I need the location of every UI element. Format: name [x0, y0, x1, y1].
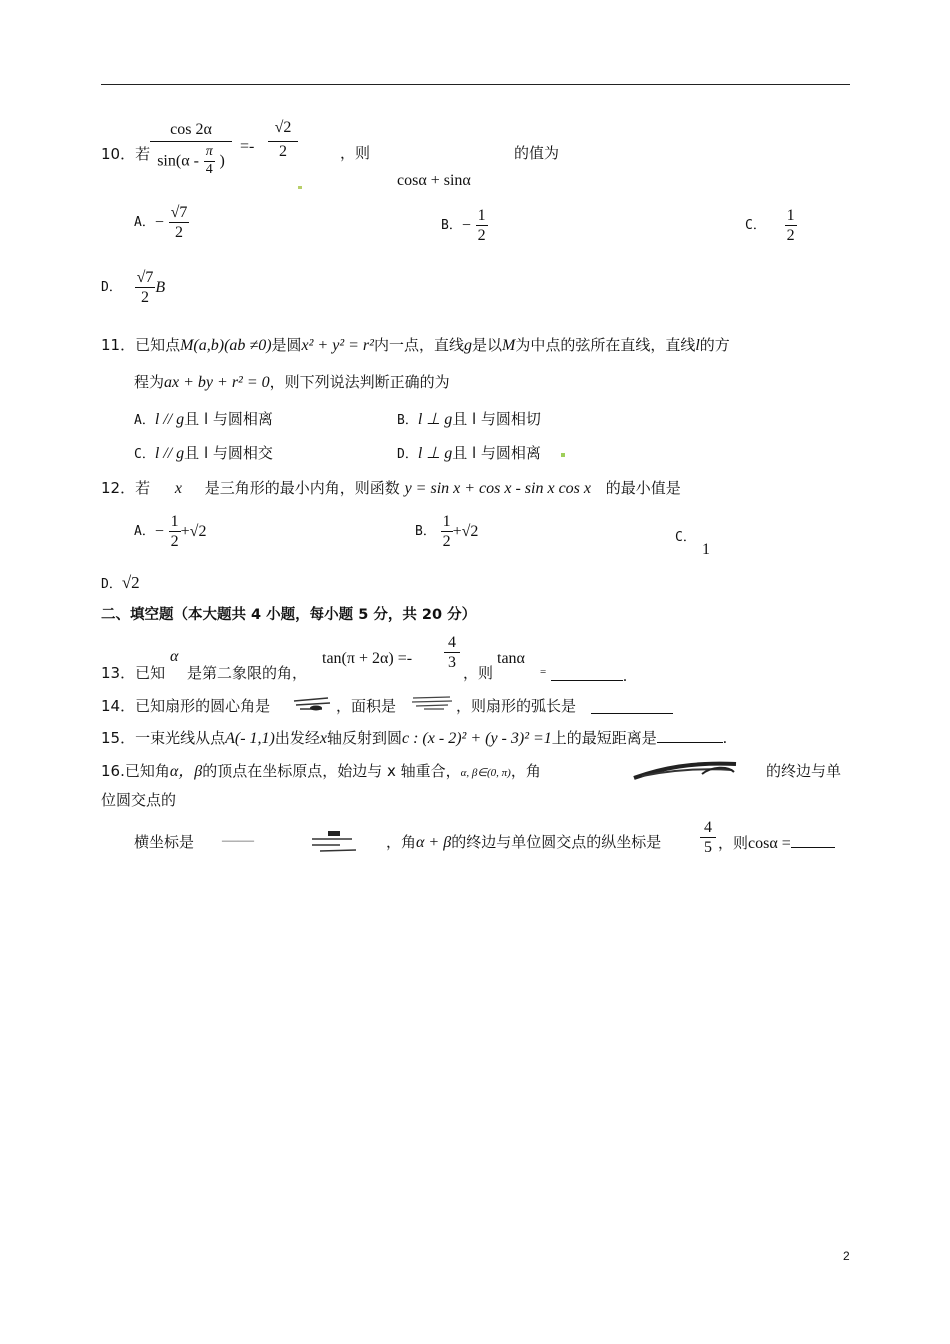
q11-option-d: [397, 444, 541, 463]
q10-four: 4: [204, 161, 215, 179]
q16-range: α, β∈(0, π): [460, 767, 511, 779]
option-sign: −: [154, 523, 164, 541]
option-label: A．: [134, 214, 155, 230]
section-2-title: 二、填空题（本大题共 4 小题，每小题 5 分，共 20 分）: [101, 607, 477, 623]
option-tail: +√2: [452, 523, 479, 541]
option-label: C．: [675, 530, 696, 545]
q16-text-a: 16.已知角: [101, 762, 170, 780]
garbled-formula-image: [292, 695, 332, 713]
answer-blank[interactable]: [657, 728, 723, 743]
q12-stem: [101, 479, 681, 498]
q11-text-f: 的方: [699, 336, 730, 354]
q14-text-c: ，则扇形的弧长是: [456, 697, 577, 715]
q15-text-a: 15．一束光线从点: [101, 729, 226, 747]
q16-sum: α + β: [416, 834, 452, 851]
q10-option-a: [134, 203, 189, 242]
q12-option-c-value: 1: [702, 541, 710, 558]
fraction-top: 1: [786, 207, 795, 224]
answer-blank[interactable]: [791, 833, 835, 848]
q12-option-d: [101, 573, 140, 593]
option-fraction: [476, 206, 488, 245]
q11-text-a: 11．已知点: [101, 336, 181, 354]
fraction-top: 4: [448, 634, 456, 651]
q12-x: x: [174, 480, 182, 497]
q12-option-b: [415, 512, 478, 551]
q11-option-c: [134, 444, 273, 463]
fraction-bottom: 2: [442, 533, 451, 551]
q12-option-c: [675, 527, 696, 546]
fraction-bottom: 2: [786, 227, 795, 245]
q15-end: .: [722, 730, 727, 747]
q11-point: M(a,b)(ab ≠0): [180, 337, 272, 354]
q16-dash: ——: [222, 832, 254, 849]
q11-text-d: 是以: [471, 336, 502, 354]
q10-den-close: ): [219, 152, 225, 170]
fraction-bottom: 2: [169, 222, 190, 242]
q16-text-d: 的终边与单: [766, 762, 842, 780]
q16-fraction: [700, 818, 716, 857]
q16-line-2: 位圆交点的: [101, 791, 177, 809]
garbled-formula-image: [632, 760, 740, 782]
option-fraction: [785, 206, 797, 245]
scan-dot: [561, 453, 565, 457]
q16-text-line3-a: 横坐标是: [134, 833, 195, 851]
option-fraction: [441, 512, 453, 551]
q11-l: l: [695, 337, 700, 354]
q10-pi: π: [205, 144, 213, 160]
q10-option-c: [745, 206, 797, 245]
q10-rhs-fraction: [268, 118, 298, 161]
q11-text-c: 内一点，直线: [373, 336, 464, 354]
q13-eq: =: [540, 666, 547, 678]
q11-g: g: [463, 337, 472, 354]
q11-text-e: 为中点的弦所在直线，直线: [515, 336, 696, 354]
q10-option-d: [101, 268, 165, 307]
q11-line-eq: ax + by + r² = 0: [164, 374, 270, 391]
option-label: D．: [101, 279, 122, 295]
answer-blank[interactable]: [591, 699, 673, 714]
option-text: 且 l 与圆相切: [452, 410, 541, 428]
q15-x: x: [319, 730, 327, 747]
q10-denominator: [150, 141, 232, 179]
q11-line-2: [134, 373, 450, 392]
q16-text-line3-c: 的终边与单位圆交点的纵坐标是: [451, 833, 662, 851]
option-label: C．: [134, 447, 155, 462]
q11-option-a: [134, 410, 273, 429]
q11-option-b: [397, 410, 541, 429]
q16-text-line3-b: ，角: [386, 833, 417, 851]
fraction-top: 1: [442, 513, 451, 530]
option-fraction: [169, 203, 190, 242]
option-sign: −: [154, 214, 164, 232]
q12-text-c: 的最小值是: [605, 479, 681, 497]
q14-text-a: 14．已知扇形的圆心角是: [101, 697, 271, 715]
q16-cos: cosα =: [748, 835, 791, 852]
q10-pi-over-4: [204, 144, 215, 179]
garbled-formula-image: [310, 829, 358, 855]
q10-option-b: [441, 206, 488, 245]
option-relation: l // g: [154, 411, 185, 428]
option-sign: −: [461, 217, 471, 235]
q11-text-h: ，则下列说法判断正确的为: [269, 373, 450, 391]
q13-expr: tan(π + 2α) =-: [322, 650, 413, 667]
q15-text-b: 出发经: [274, 729, 320, 747]
q12-function: y = sin x + cos x - sin x cos x: [404, 480, 591, 497]
q13-period: .: [623, 668, 627, 685]
option-label: D．: [397, 447, 418, 462]
q16-text-line3-d: ，则: [718, 834, 749, 852]
q11-M: M: [501, 337, 516, 354]
q16-text-c: ，角: [510, 762, 541, 780]
q10-rhs-top: √2: [274, 119, 292, 136]
option-label: A．: [134, 413, 155, 428]
q13-text-a: 13．已知: [101, 664, 166, 682]
option-text: 且 l 与圆相交: [184, 444, 273, 462]
fraction-bottom: 2: [477, 227, 486, 245]
header-rule: [101, 84, 850, 85]
q10-main-fraction: [150, 120, 232, 179]
answer-blank[interactable]: [551, 666, 623, 681]
option-relation: l ⊥ g: [417, 411, 453, 428]
fraction-top: 1: [170, 513, 179, 530]
option-label: A．: [134, 523, 155, 539]
q10-den-text: sin(α -: [157, 152, 199, 170]
option-relation: l // g: [154, 445, 185, 462]
option-text: 且 l 与圆相离: [452, 444, 541, 462]
option-label: D．: [101, 577, 122, 592]
option-tail: +√2: [180, 523, 207, 541]
q13-text-b: 是第二象限的角，: [187, 664, 308, 682]
option-text: 且 l 与圆相离: [184, 410, 273, 428]
q11-text-g: 程为: [134, 373, 165, 391]
option-label: B．: [415, 523, 436, 539]
q15-point: A(- 1,1): [225, 730, 275, 747]
q16-text-b: 的顶点在坐标原点，始边与 x 轴重合，: [202, 762, 461, 780]
q10-then: ，则: [340, 144, 371, 162]
fraction-bottom: 2: [170, 533, 179, 551]
q14-text-b: ，面积是: [336, 697, 397, 715]
q10-equals: =-: [240, 138, 255, 155]
fraction-top: 4: [704, 819, 712, 836]
fraction-bottom: 5: [700, 837, 716, 857]
fraction-bottom: 3: [444, 652, 460, 672]
fraction-top: √7: [170, 204, 188, 221]
q13-fraction: [444, 633, 460, 672]
q15-circle: c : (x - 2)² + (y - 3)² =1: [402, 730, 552, 747]
q10-ask: 的值为: [514, 144, 560, 162]
scan-dot: [298, 186, 302, 189]
q15-text-d: 上的最短距离是: [551, 729, 657, 747]
q10-number: 10．若: [101, 145, 151, 163]
fraction-top: √7: [136, 269, 154, 286]
q12-option-a: [134, 512, 206, 551]
q12-text-a: 12．若: [101, 479, 151, 497]
q15-text-c: 轴反射到圆: [326, 729, 402, 747]
option-label: B．: [441, 217, 462, 233]
garbled-formula-image: [410, 694, 454, 712]
option-fraction: [135, 268, 156, 307]
q14-answer-blank: [591, 699, 673, 718]
option-label: C．: [745, 217, 766, 233]
q10-expr: cosα + sinα: [397, 172, 471, 189]
fraction-bottom: 2: [135, 287, 156, 307]
q12-text-b: 是三角形的最小内角，则函数: [204, 479, 400, 497]
q16-line-3: [386, 833, 661, 852]
q13-text-c: ，则: [463, 664, 494, 682]
q13-tan: tanα: [497, 650, 525, 667]
option-fraction: [169, 512, 181, 551]
q16-line-1: [101, 762, 541, 781]
option-tail: B: [155, 279, 166, 297]
q11-text-b: 是圆: [271, 336, 302, 354]
q11-circle: x² + y² = r²: [301, 337, 374, 354]
q10-numerator: cos 2α: [170, 121, 212, 138]
q11-line-1: [101, 336, 730, 355]
q10-rhs-bottom: 2: [268, 141, 298, 161]
q15-line: [101, 728, 727, 748]
option-value: √2: [121, 573, 140, 592]
page-number: 2: [843, 1249, 850, 1263]
fraction-top: 1: [477, 207, 486, 224]
q13-answer-blank: [551, 666, 627, 686]
option-label: B．: [397, 413, 418, 428]
option-relation: l ⊥ g: [417, 445, 453, 462]
q16-line-3-end: [718, 833, 835, 853]
q16-angles: α，β: [169, 763, 203, 780]
q13-alpha: α: [170, 648, 179, 665]
